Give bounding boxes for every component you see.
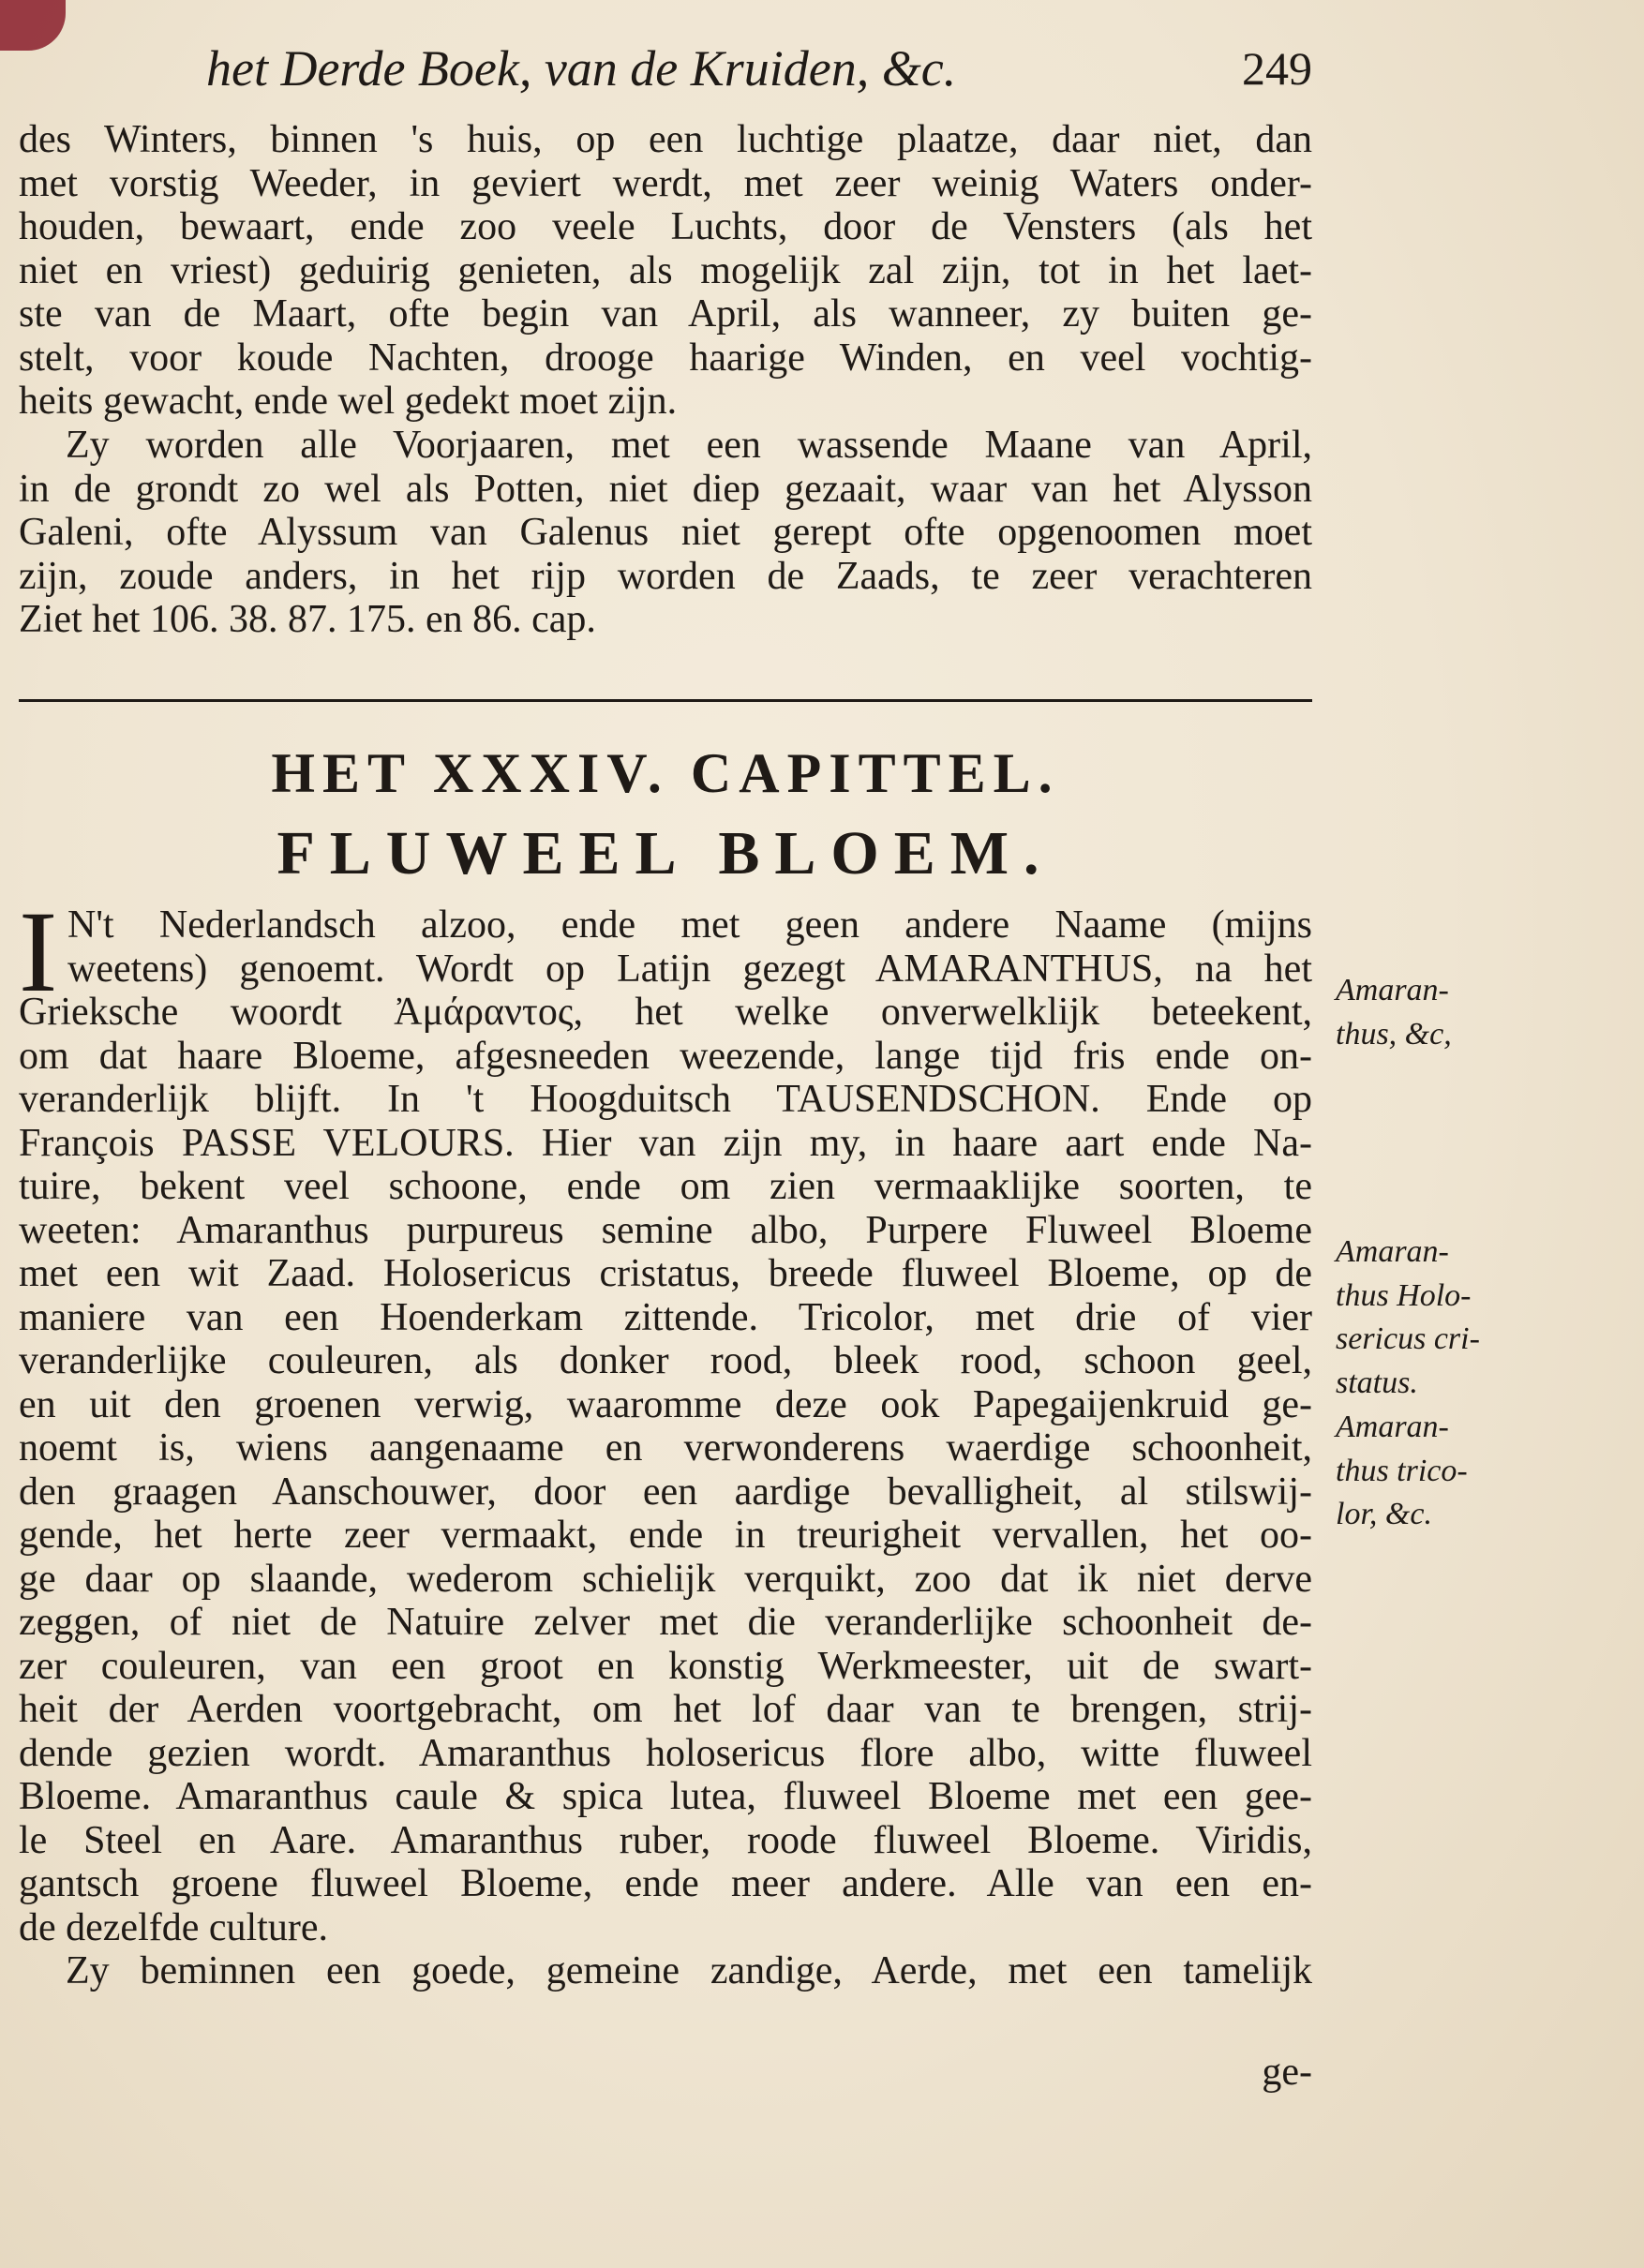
text-line: veranderlijk blijft. In 't Hoogduitsch TAUSENDSCHON. Ende op: [19, 1078, 1312, 1121]
text-line: noemt is, wiens aangenaame en verwonderens waerdige schoonheit,: [19, 1426, 1312, 1470]
text-line: om dat haare Bloeme, afgesneeden weezende, lange tijd fris ende on-: [19, 1034, 1312, 1078]
text-line: François PASSE VELOURS. Hier van zijn my, in haare aart ende Na-: [19, 1121, 1312, 1165]
text-line: niet en vriest) geduirig genieten, als mogelijk zal zijn, tot in het laet-: [19, 248, 1312, 292]
margin-note-1: [1336, 969, 1523, 1056]
drop-cap: I: [19, 888, 58, 1016]
text-line: zer couleuren, van een groot en konstig Werkmeester, uit de swart-: [19, 1644, 1312, 1688]
text-line: heit der Aerden voortgebracht, om het lof daar van te brengen, strij-: [19, 1688, 1312, 1731]
text-line: maniere van een Hoenderkam zittende. Tricolor, met drie of vier: [19, 1295, 1312, 1339]
text-line: gende, het herte zeer vermaakt, ende in treurigheit vervallen, het oo-: [19, 1514, 1312, 1557]
chapter-body: [19, 903, 1312, 1993]
text-line: zijn, zoude anders, in het rijp worden de Zaads, te zeer verachteren: [19, 554, 1312, 598]
text-line: dende gezien wordt. Amaranthus holosericus flore albo, witte fluweel: [19, 1731, 1312, 1775]
margin-note-line: Amaran-: [1336, 1234, 1449, 1269]
text-line: ge daar op slaande, wederom schielijk verquikt, zoo dat ik niet derve: [19, 1557, 1312, 1601]
text-line: weeten: Amaranthus purpureus semine albo, Purpere Fluweel Bloeme: [19, 1208, 1312, 1252]
text-line: N't Nederlandsch alzoo, ende met geen andere Naame (mijns: [67, 903, 1312, 947]
text-line: met vorstig Weeder, in geviert werdt, met zeer weinig Waters onder-: [19, 161, 1312, 205]
text-line: des Winters, binnen 's huis, op een luchtige plaatze, daar niet, dan: [19, 118, 1312, 161]
margin-note-line: thus, &c,: [1336, 1016, 1452, 1052]
text-line: in de grondt zo wel als Potten, niet diep gezaait, waar van het Alysson: [19, 467, 1312, 511]
page-header: [206, 26, 1312, 111]
running-title: het Derde Boek, van de Kruiden, &c.: [206, 40, 957, 97]
text-line: le Steel en Aare. Amaranthus ruber, roode fluweel Bloeme. Viridis,: [19, 1818, 1312, 1862]
chapter-subtitle: FLUWEEL BLOEM.: [276, 819, 1054, 888]
text-line: Zy beminnen een goede, gemeine zandige, Aerde, met een tamelijk: [66, 1949, 1312, 1992]
margin-note-2: [1336, 1231, 1523, 1405]
text-line: ste van de Maart, ofte begin van April, als wanneer, zy buiten ge-: [19, 292, 1312, 336]
text-line: met een wit Zaad. Holosericus cristatus, breede fluweel Bloeme, op de: [19, 1252, 1312, 1295]
margin-note-line: status.: [1336, 1365, 1418, 1400]
page-number: 249: [1242, 42, 1312, 95]
text-line: weetens) genoemt. Wordt op Latijn gezegt AMARANTHUS, na het: [67, 947, 1312, 991]
margin-note-3: [1336, 1406, 1523, 1537]
margin-note-line: lor, &c.: [1336, 1497, 1432, 1531]
margin-note-line: Amaran-: [1336, 1410, 1449, 1444]
text-line: en uit den groenen verwig, waaromme deze ook Papegaijenkruid ge-: [19, 1382, 1312, 1426]
text-line: tuire, bekent veel schoone, ende om zien vermaaklijke soorten, te: [19, 1165, 1312, 1208]
text-line: veranderlijke couleuren, als donker rood, bleek rood, schoon geel,: [19, 1339, 1312, 1382]
text-line: de dezelfde culture.: [19, 1905, 328, 1949]
section-rule: [19, 699, 1312, 702]
text-line: Grieksche woordt Ἀμάραντος, het welke onverwelklijk beteekent,: [19, 991, 1312, 1034]
text-line: zeggen, of niet de Natuire zelver met die veranderlijke schoonheit de-: [19, 1601, 1312, 1644]
margin-note-line: thus Holo-: [1336, 1277, 1472, 1313]
chapter-title: HET XXXIV. CAPITTEL.: [271, 742, 1060, 804]
text-line: houden, bewaart, ende zoo veele Luchts, door de Vensters (als het: [19, 205, 1312, 248]
margin-note-line: sericus cri-: [1336, 1321, 1480, 1356]
text-line: Bloeme. Amaranthus caule & spica lutea, fluweel Bloeme met een gee-: [19, 1775, 1312, 1818]
red-corner-mark: [0, 0, 66, 51]
text-line: Zy worden alle Voorjaaren, met een wassende Maane van April,: [66, 424, 1312, 467]
text-line: gantsch groene fluweel Bloeme, ende meer andere. Alle van een en-: [19, 1862, 1312, 1905]
catchword: ge-: [1262, 2051, 1312, 2094]
text-line: Galeni, ofte Alyssum van Galenus niet gerept ofte opgenoomen moet: [19, 511, 1312, 554]
text-line: Ziet het 106. 38. 87. 175. en 86. cap.: [19, 598, 596, 641]
text-line: stelt, voor koude Nachten, drooge haarige Winden, en veel vochtig-: [19, 336, 1312, 380]
text-line: den graagen Aanschouwer, door een aardige bevalligheit, al stilswij-: [19, 1470, 1312, 1514]
margin-note-line: Amaran-: [1336, 973, 1449, 1007]
margin-note-line: thus trico-: [1336, 1453, 1468, 1488]
top-paragraph: [19, 118, 1312, 424]
second-paragraph: [19, 424, 1312, 642]
text-line: heits gewacht, ende wel gedekt moet zijn.: [19, 380, 678, 423]
